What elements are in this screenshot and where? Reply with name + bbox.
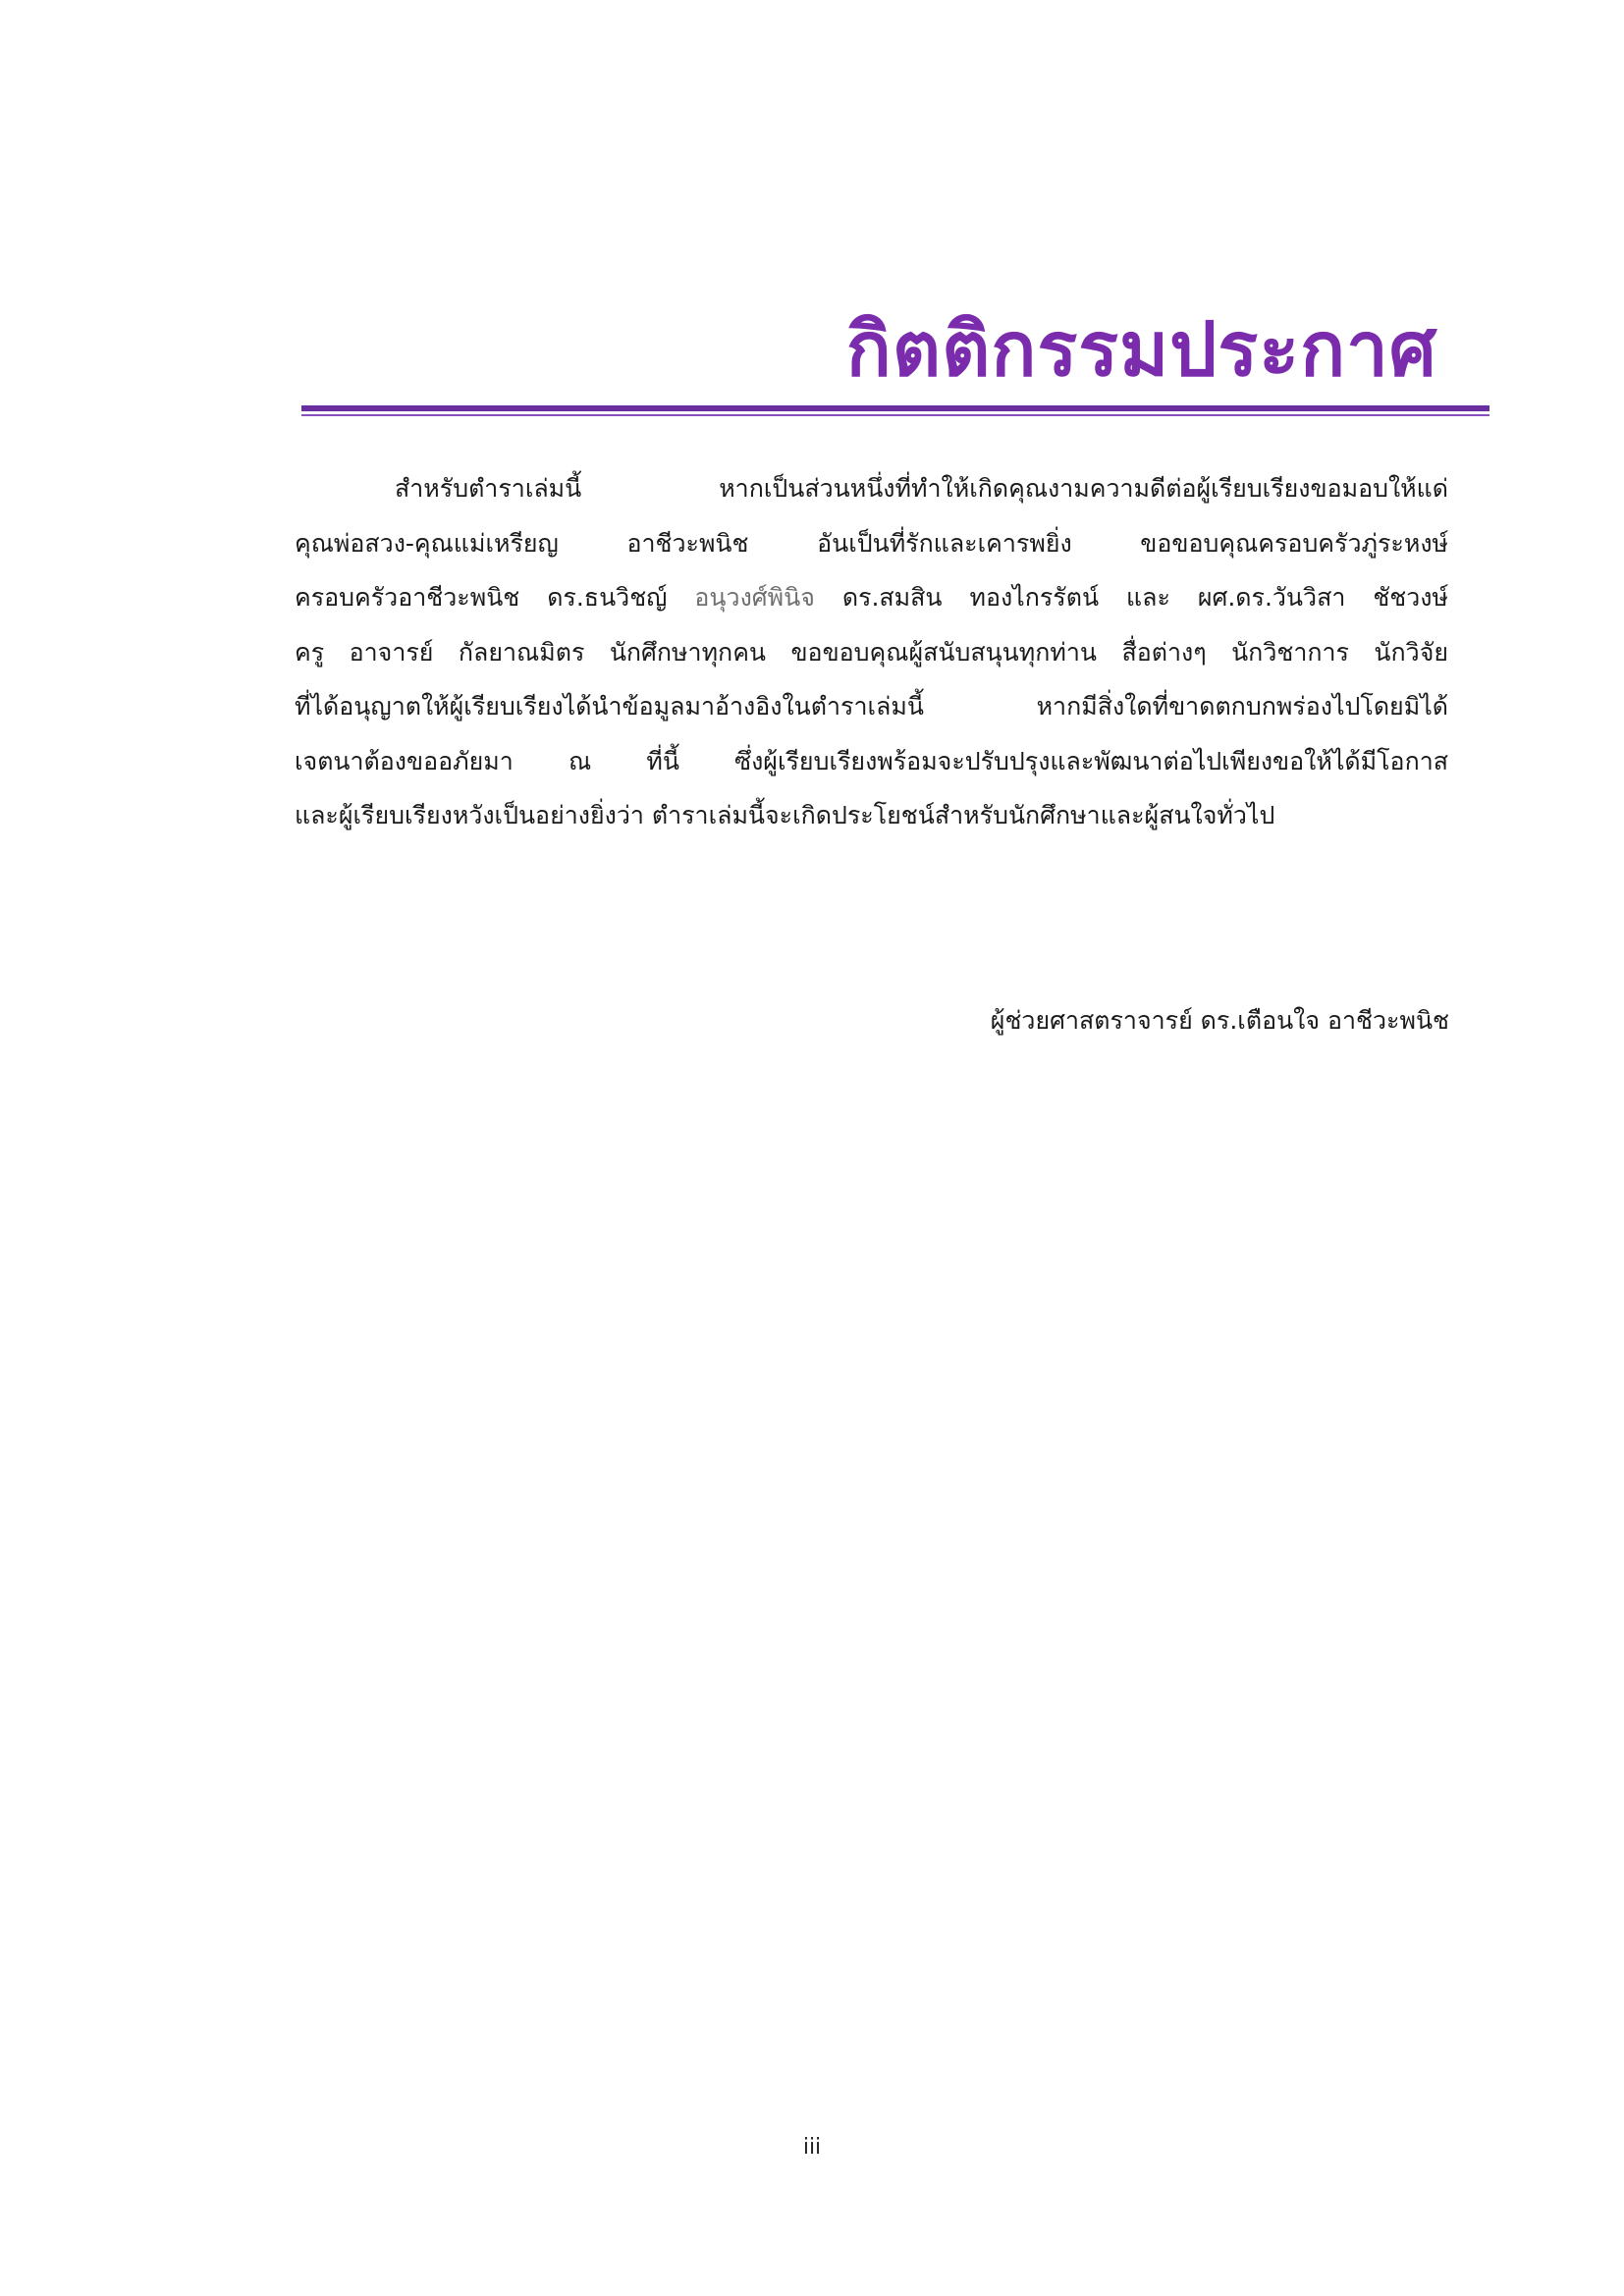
title-underline bbox=[301, 405, 1489, 417]
paragraph-line-2: คุณพ่อสวง-คุณแม่เหรียญ อาชีวะพนิช อันเป็นที่รักและเคารพยิ่ง ขอขอบคุณครอบครัวภู่ระหงษ์ bbox=[295, 528, 1448, 558]
acknowledgement-paragraph bbox=[295, 461, 1448, 843]
paragraph-line-3 bbox=[295, 570, 1448, 625]
paragraph-line-1: สำหรับตำราเล่มนี้ หากเป็นส่วนหนึ่งที่ทำให้เกิดคุณงามความดีต่อผู้เรียบเรียงขอมอบให้แด่ bbox=[395, 474, 1448, 503]
highlighted-name: อนุวงศ์พินิจ bbox=[694, 583, 815, 612]
paragraph-line-5: ที่ได้อนุญาตให้ผู้เรียบเรียงได้นำข้อมูลมาอ้างอิงในตำราเล่มนี้ หากมีสิ่งใดที่ขาดตกบกพร่องไปโดยมิได้ bbox=[295, 692, 1448, 721]
paragraph-line-3-after: ดร.สมสิน ทองไกรรัตน์ และ ผศ.ดร.วันวิสา ชัชวงษ์ bbox=[814, 583, 1448, 612]
title-underline-thin bbox=[301, 414, 1489, 416]
paragraph-line-7: และผู้เรียบเรียงหวังเป็นอย่างยิ่งว่า ตำราเล่มนี้จะเกิดประโยชน์สำหรับนักศึกษาและผู้สนใจทั่วไป bbox=[295, 801, 1275, 829]
paragraph-line-3-before: ครอบครัวอาชีวะพนิช ดร.ธนวิชญ์ bbox=[295, 583, 695, 612]
paragraph-line-6: เจตนาต้องขออภัยมา ณ ที่นี้ ซึ่งผู้เรียบเรียงพร้อมจะปรับปรุงและพัฒนาต่อไปเพียงขอให้ได้มีโอกาส bbox=[295, 746, 1448, 775]
paragraph-line-4: ครู อาจารย์ กัลยาณมิตร นักศึกษาทุกคน ขอขอบคุณผู้สนับสนุนทุกท่าน สื่อต่างๆ นักวิชาการ นักวิจัย bbox=[295, 637, 1448, 667]
page-number: iii bbox=[802, 2135, 822, 2160]
page-title: กิตติกรรมประกาศ bbox=[845, 305, 1437, 393]
title-underline-thick bbox=[301, 405, 1489, 411]
author-signature: ผู้ช่วยศาสตราจารย์ ดร.เตือนใจ อาชีวะพนิช bbox=[990, 1006, 1449, 1035]
